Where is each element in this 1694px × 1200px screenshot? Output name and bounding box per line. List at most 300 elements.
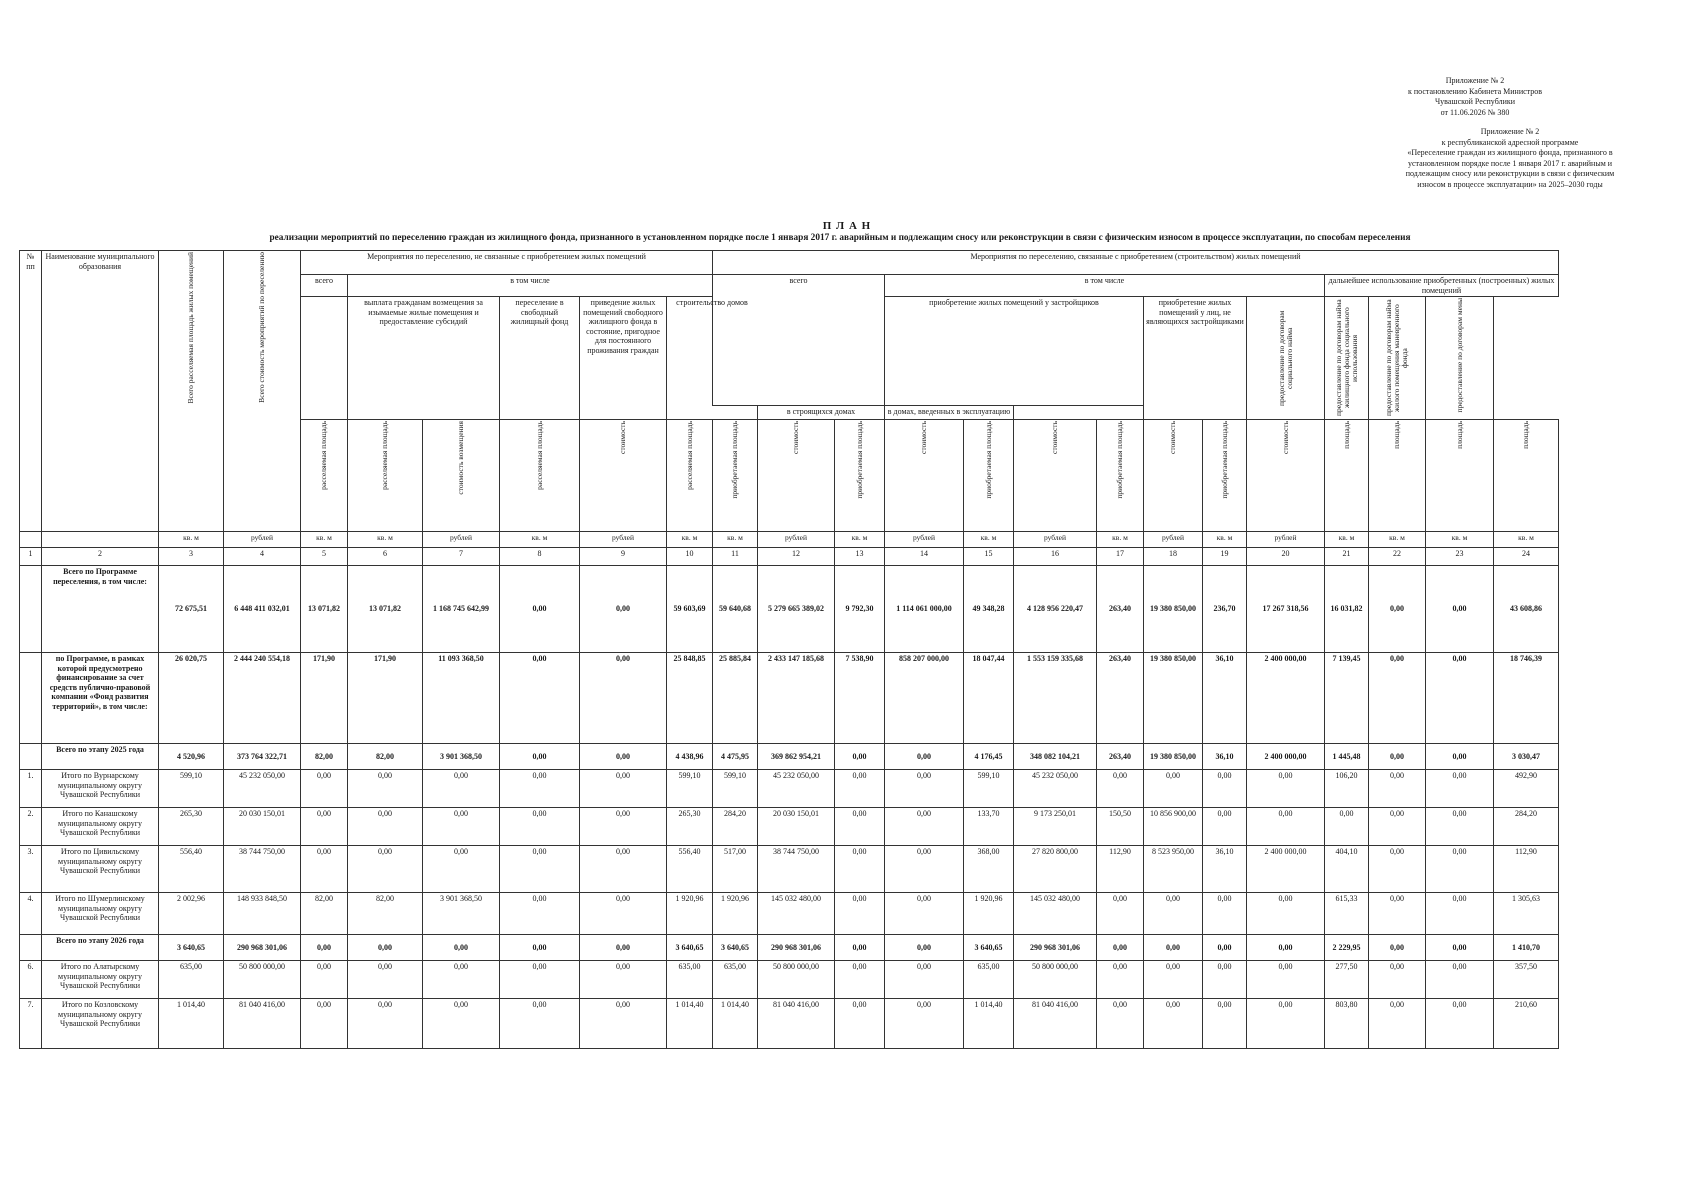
header-exchange: предоставление по договорам мены	[1426, 297, 1494, 420]
column-number: 5	[301, 548, 348, 566]
row-value: 277,50	[1325, 961, 1369, 999]
row-value: 0,00	[1203, 893, 1247, 935]
row-value: 25 848,85	[667, 653, 713, 744]
header-developer-purchase: приобретение жилых помещений у застройщиков	[885, 297, 1144, 406]
row-value: 145 032 480,00	[1014, 893, 1097, 935]
row-value: 7 538,90	[835, 653, 885, 744]
header-group-b: Мероприятия по переселению, связанные с приобретением (строительством) жилых помещений	[713, 251, 1559, 275]
column-number: 6	[348, 548, 423, 566]
row-value: 0,00	[1369, 961, 1426, 999]
header-nondeveloper-purchase: приобретение жилых помещений у лиц, не являющихся застройщиками	[1144, 297, 1247, 420]
row-value: 4 520,96	[159, 744, 224, 770]
column-number: 1	[20, 548, 42, 566]
row-value: 0,00	[1144, 893, 1203, 935]
row-number: 4.	[20, 893, 42, 935]
row-value: 0,00	[423, 999, 500, 1049]
column-number: 23	[1426, 548, 1494, 566]
row-value: 369 862 954,21	[758, 744, 835, 770]
row-value: 0,00	[1426, 893, 1494, 935]
row-value: 50 800 000,00	[224, 961, 301, 999]
appendix-note-resolution	[1385, 76, 1565, 118]
column-number: 20	[1247, 548, 1325, 566]
page-title: П Л А Н	[822, 220, 872, 232]
row-value: 2 433 147 185,68	[758, 653, 835, 744]
row-value: 0,00	[1247, 935, 1325, 961]
header-area-acquired: приобретаемая площадь	[964, 420, 1014, 532]
row-value: 210,60	[1494, 999, 1559, 1049]
row-value: 20 030 150,01	[224, 808, 301, 846]
row-value: 0,00	[1369, 808, 1426, 846]
row-value: 0,00	[1369, 744, 1426, 770]
row-value: 38 744 750,00	[758, 846, 835, 893]
row-value: 1 014,40	[713, 999, 758, 1049]
row-value: 0,00	[348, 808, 423, 846]
row-value: 0,00	[1247, 893, 1325, 935]
row-value: 0,00	[500, 999, 580, 1049]
row-value: 373 764 322,71	[224, 744, 301, 770]
row-value: 2 444 240 554,18	[224, 653, 301, 744]
row-value: 0,00	[835, 893, 885, 935]
row-value: 0,00	[500, 744, 580, 770]
row-value: 492,90	[1494, 770, 1559, 808]
row-value: 1 920,96	[713, 893, 758, 935]
appendix-line: Чувашской Республики	[1434, 97, 1516, 106]
row-value: 18 047,44	[964, 653, 1014, 744]
row-value: 0,00	[580, 770, 667, 808]
row-value: 112,90	[1494, 846, 1559, 893]
row-value: 0,00	[500, 808, 580, 846]
row-value: 265,30	[159, 808, 224, 846]
column-number: 3	[159, 548, 224, 566]
unit-cell: кв. м	[964, 532, 1014, 548]
row-value: 0,00	[500, 846, 580, 893]
row-value: 36,10	[1203, 744, 1247, 770]
row-value: 72 675,51	[159, 566, 224, 653]
row-value: 0,00	[835, 770, 885, 808]
row-value: 3 030,47	[1494, 744, 1559, 770]
row-value: 36,10	[1203, 846, 1247, 893]
row-value: 0,00	[1097, 770, 1144, 808]
row-value: 25 885,84	[713, 653, 758, 744]
column-number: 9	[580, 548, 667, 566]
table-body	[20, 566, 1559, 1049]
row-value: 2 002,96	[159, 893, 224, 935]
row-number: 3.	[20, 846, 42, 893]
row-value: 0,00	[1369, 653, 1426, 744]
table-row	[20, 653, 1559, 744]
table-row	[20, 808, 1559, 846]
appendix-line: Приложение № 2	[1480, 127, 1540, 136]
unit-cell: рублей	[1247, 532, 1325, 548]
row-value: 1 920,96	[667, 893, 713, 935]
header-cost: стоимость	[885, 420, 964, 532]
row-value: 11 093 368,50	[423, 653, 500, 744]
row-value: 0,00	[1426, 653, 1494, 744]
unit-cell: кв. м	[667, 532, 713, 548]
row-value: 599,10	[713, 770, 758, 808]
row-value: 1 553 159 335,68	[1014, 653, 1097, 744]
row-value: 0,00	[500, 653, 580, 744]
row-value: 6 448 411 032,01	[224, 566, 301, 653]
row-value: 0,00	[500, 893, 580, 935]
row-value: 599,10	[964, 770, 1014, 808]
header-group-c: дальнейшее использование приобретенных (построенных) жилых помещений	[1325, 275, 1559, 297]
row-value: 19 380 850,00	[1144, 744, 1203, 770]
header-cost: стоимость	[758, 420, 835, 532]
row-value: 0,00	[835, 744, 885, 770]
row-value: 0,00	[423, 846, 500, 893]
row-value: 0,00	[885, 808, 964, 846]
row-value: 82,00	[301, 893, 348, 935]
unit-cell: кв. м	[835, 532, 885, 548]
row-value: 0,00	[500, 935, 580, 961]
column-number: 16	[1014, 548, 1097, 566]
row-value: 0,00	[1203, 961, 1247, 999]
row-value: 635,00	[713, 961, 758, 999]
row-number: 1.	[20, 770, 42, 808]
unit-cell: рублей	[1014, 532, 1097, 548]
header-cost: стоимость	[1144, 420, 1203, 532]
row-value: 4 438,96	[667, 744, 713, 770]
row-value: 290 968 301,06	[224, 935, 301, 961]
row-value: 7 139,45	[1325, 653, 1369, 744]
row-value: 0,00	[348, 935, 423, 961]
row-value: 0,00	[1369, 935, 1426, 961]
header-free-fund: переселение в свободный жилищный фонд	[500, 297, 580, 420]
appendix-line: установленном порядке после 1 января 2017 г. аварийным и	[1407, 158, 1613, 168]
row-number: 6.	[20, 961, 42, 999]
row-value: 0,00	[1369, 846, 1426, 893]
row-value: 599,10	[667, 770, 713, 808]
unit-cell: кв. м	[1426, 532, 1494, 548]
row-value: 0,00	[885, 770, 964, 808]
row-value: 3 640,65	[964, 935, 1014, 961]
unit-cell: рублей	[580, 532, 667, 548]
header-group-b-incl: в том числе	[885, 275, 1325, 297]
header-cost-compensation: стоимость возмещения	[423, 420, 500, 532]
unit-cell: рублей	[224, 532, 301, 548]
appendix-line: к постановлению Кабинета Министров	[1407, 86, 1543, 96]
column-number: 24	[1494, 548, 1559, 566]
row-value: 0,00	[1426, 935, 1494, 961]
row-value: 0,00	[423, 961, 500, 999]
row-value: 27 820 800,00	[1014, 846, 1097, 893]
header-area: площадь	[1369, 420, 1426, 532]
column-number: 8	[500, 548, 580, 566]
row-value: 236,70	[1203, 566, 1247, 653]
row-value: 82,00	[348, 893, 423, 935]
unit-cell: рублей	[1144, 532, 1203, 548]
row-value: 0,00	[835, 999, 885, 1049]
row-value: 148 933 848,50	[224, 893, 301, 935]
row-value: 0,00	[885, 893, 964, 935]
header-area: площадь	[1426, 420, 1494, 532]
row-value: 0,00	[1369, 999, 1426, 1049]
row-value: 0,00	[835, 961, 885, 999]
row-value: 1 014,40	[964, 999, 1014, 1049]
row-value: 3 901 368,50	[423, 744, 500, 770]
row-value: 45 232 050,00	[1014, 770, 1097, 808]
row-value: 5 279 665 389,02	[758, 566, 835, 653]
row-value: 0,00	[885, 999, 964, 1049]
row-value: 599,10	[159, 770, 224, 808]
row-value: 1 445,48	[1325, 744, 1369, 770]
row-value: 0,00	[1144, 935, 1203, 961]
units-row	[20, 532, 1559, 548]
row-value: 0,00	[500, 566, 580, 653]
column-number: 2	[42, 548, 159, 566]
header-construction: строительство домов	[667, 297, 758, 420]
row-value: 0,00	[885, 846, 964, 893]
row-value: 0,00	[1144, 961, 1203, 999]
row-value: 0,00	[580, 935, 667, 961]
header-area: площадь	[1325, 420, 1369, 532]
row-value: 9 792,30	[835, 566, 885, 653]
header-maneuver: предоставление по договорам найма жилого помещения маневренного фонда	[1369, 297, 1426, 420]
header-group-a-incl: в том числе	[348, 275, 713, 297]
row-value: 0,00	[1426, 770, 1494, 808]
row-value: 0,00	[348, 770, 423, 808]
row-value: 265,30	[667, 808, 713, 846]
unit-cell: рублей	[885, 532, 964, 548]
row-value: 50 800 000,00	[1014, 961, 1097, 999]
column-number: 22	[1369, 548, 1426, 566]
row-value: 1 014,40	[159, 999, 224, 1049]
header-payment: выплата гражданам возмещения за изымаемые жилые помещения и предоставление субсидий	[348, 297, 500, 420]
row-value: 0,00	[1097, 999, 1144, 1049]
row-value: 0,00	[1369, 770, 1426, 808]
row-value: 615,33	[1325, 893, 1369, 935]
header-area-acquired: приобретаемая площадь	[835, 420, 885, 532]
row-value: 0,00	[885, 961, 964, 999]
row-number	[20, 935, 42, 961]
row-value: 8 523 950,00	[1144, 846, 1203, 893]
row-value: 0,00	[1426, 566, 1494, 653]
row-value: 49 348,28	[964, 566, 1014, 653]
column-number: 19	[1203, 548, 1247, 566]
header-cost: стоимость	[1014, 420, 1097, 532]
row-value: 0,00	[423, 808, 500, 846]
row-value: 9 173 250,01	[1014, 808, 1097, 846]
row-value: 556,40	[667, 846, 713, 893]
row-value: 0,00	[580, 893, 667, 935]
row-name: Всего по Программе переселения, в том числе:	[42, 566, 159, 653]
table-row	[20, 846, 1559, 893]
row-value: 38 744 750,00	[224, 846, 301, 893]
appendix-line: Приложение № 2	[1445, 76, 1505, 85]
row-value: 0,00	[1369, 566, 1426, 653]
unit-cell: рублей	[758, 532, 835, 548]
row-value: 263,40	[1097, 653, 1144, 744]
row-value: 18 746,39	[1494, 653, 1559, 744]
row-value: 1 114 061 000,00	[885, 566, 964, 653]
row-value: 82,00	[348, 744, 423, 770]
table-row	[20, 770, 1559, 808]
header-bring: приведение жилых помещений свободного жилищного фонда в состояние, пригодное для постоянного проживания граждан	[580, 297, 667, 420]
row-value: 3 901 368,50	[423, 893, 500, 935]
row-value: 0,00	[885, 935, 964, 961]
column-number: 13	[835, 548, 885, 566]
header-social: предоставление по договорам социального найма	[1247, 297, 1325, 420]
row-value: 635,00	[159, 961, 224, 999]
row-value: 0,00	[1144, 770, 1203, 808]
row-value: 0,00	[1247, 999, 1325, 1049]
row-name: по Программе, в рамках которой предусмотрено финансирование за счет средств публично-правовой компании «Фонд развития территорий», в том числе:	[42, 653, 159, 744]
table-row	[20, 961, 1559, 999]
header-no: № пп	[20, 251, 42, 532]
appendix-line: подлежащим сносу или реконструкции в связи с физическим	[1405, 169, 1615, 178]
table-row	[20, 893, 1559, 935]
header-total-area: Всего расселяемая площадь жилых помещений	[159, 251, 224, 532]
row-value: 0,00	[1097, 893, 1144, 935]
row-value: 263,40	[1097, 744, 1144, 770]
header-area-resettled: расселяемая площадь	[301, 420, 348, 532]
unit-cell: кв. м	[1494, 532, 1559, 548]
table-row	[20, 999, 1559, 1049]
header-area-resettled: расселяемая площадь	[500, 420, 580, 532]
column-numbers-row	[20, 548, 1559, 566]
row-value: 517,00	[713, 846, 758, 893]
row-value: 4 475,95	[713, 744, 758, 770]
header-group-a-total: всего	[301, 275, 348, 297]
row-value: 290 968 301,06	[1014, 935, 1097, 961]
header-cost: стоимость	[580, 420, 667, 532]
row-value: 0,00	[835, 808, 885, 846]
row-value: 404,10	[1325, 846, 1369, 893]
row-value: 150,50	[1097, 808, 1144, 846]
row-name: Итого по Шумерлинскому муниципальному округу Чувашской Республики	[42, 893, 159, 935]
header-building: в строящихся домах	[758, 406, 885, 420]
column-number: 21	[1325, 548, 1369, 566]
row-value: 2 400 000,00	[1247, 744, 1325, 770]
row-value: 348 082 104,21	[1014, 744, 1097, 770]
resettlement-plan-table	[19, 250, 1559, 1049]
row-value: 45 232 050,00	[224, 770, 301, 808]
unit-cell: кв. м	[1203, 532, 1247, 548]
row-value: 0,00	[500, 961, 580, 999]
row-value: 284,20	[1494, 808, 1559, 846]
row-value: 368,00	[964, 846, 1014, 893]
row-value: 0,00	[1097, 935, 1144, 961]
row-number	[20, 566, 42, 653]
header-social-use: предоставление по договорам найма жилищного фонда социального использования	[1325, 297, 1369, 420]
row-value: 2 400 000,00	[1247, 653, 1325, 744]
unit-cell: кв. м	[1369, 532, 1426, 548]
row-value: 0,00	[1325, 808, 1369, 846]
row-value: 0,00	[301, 935, 348, 961]
row-value: 0,00	[1426, 846, 1494, 893]
unit-cell: кв. м	[301, 532, 348, 548]
appendix-line: износом в процессе эксплуатации» на 2025–2030 годы	[1417, 179, 1603, 189]
row-value: 0,00	[1247, 961, 1325, 999]
column-number: 17	[1097, 548, 1144, 566]
row-value: 0,00	[500, 770, 580, 808]
row-value: 4 176,45	[964, 744, 1014, 770]
row-value: 0,00	[1203, 808, 1247, 846]
row-value: 0,00	[1247, 808, 1325, 846]
row-value: 0,00	[885, 744, 964, 770]
header-name: Наименование муниципального образования	[42, 251, 159, 532]
row-value: 290 968 301,06	[758, 935, 835, 961]
row-value: 0,00	[580, 999, 667, 1049]
header-group-a: Мероприятия по переселению, не связанные с приобретением жилых помещений	[301, 251, 713, 275]
header-area: площадь	[1494, 420, 1559, 532]
table-row	[20, 935, 1559, 961]
row-value: 0,00	[835, 935, 885, 961]
unit-cell: кв. м	[159, 532, 224, 548]
row-value: 0,00	[1426, 744, 1494, 770]
appendix-line: от 11.06.2026 № 380	[1440, 107, 1510, 117]
row-name: Итого по Цивильскому муниципальному округу Чувашской Республики	[42, 846, 159, 893]
column-number: 15	[964, 548, 1014, 566]
row-value: 0,00	[1426, 808, 1494, 846]
row-number	[20, 744, 42, 770]
header-area-acquired: приобретаемая площадь	[1097, 420, 1144, 532]
column-number: 12	[758, 548, 835, 566]
row-name: Итого по Вурнарскому муниципальному округу Чувашской Республики	[42, 770, 159, 808]
unit-cell: кв. м	[500, 532, 580, 548]
row-value: 2 229,95	[1325, 935, 1369, 961]
row-value: 1 410,70	[1494, 935, 1559, 961]
row-number: 7.	[20, 999, 42, 1049]
row-name: Всего по этапу 2026 года	[42, 935, 159, 961]
row-value: 112,90	[1097, 846, 1144, 893]
row-value: 0,00	[348, 961, 423, 999]
row-value: 13 071,82	[301, 566, 348, 653]
row-value: 19 380 850,00	[1144, 566, 1203, 653]
column-number: 11	[713, 548, 758, 566]
appendix-note-program	[1385, 127, 1635, 190]
row-value: 0,00	[1426, 961, 1494, 999]
column-number: 14	[885, 548, 964, 566]
row-value: 0,00	[301, 999, 348, 1049]
header-group-b-total: всего	[713, 275, 885, 406]
row-value: 0,00	[423, 770, 500, 808]
row-value: 59 603,69	[667, 566, 713, 653]
column-number: 10	[667, 548, 713, 566]
row-name: Итого по Алатырскому муниципальному округу Чувашской Республики	[42, 961, 159, 999]
unit-cell: кв. м	[348, 532, 423, 548]
row-value: 0,00	[580, 744, 667, 770]
row-number	[20, 653, 42, 744]
unit-cell: рублей	[423, 532, 500, 548]
row-value: 0,00	[1247, 770, 1325, 808]
row-value: 26 020,75	[159, 653, 224, 744]
row-value: 82,00	[301, 744, 348, 770]
column-number: 4	[224, 548, 301, 566]
row-name: Итого по Козловскому муниципальному округу Чувашской Республики	[42, 999, 159, 1049]
row-value: 2 400 000,00	[1247, 846, 1325, 893]
row-value: 0,00	[1426, 999, 1494, 1049]
appendix-line: «Переселение граждан из жилищного фонда, признанного в	[1407, 148, 1613, 157]
row-value: 0,00	[301, 770, 348, 808]
row-value: 0,00	[423, 935, 500, 961]
header-total-cost: Всего стоимость мероприятий по переселению	[224, 251, 301, 532]
row-value: 803,80	[1325, 999, 1369, 1049]
row-value: 20 030 150,01	[758, 808, 835, 846]
row-value: 263,40	[1097, 566, 1144, 653]
row-value: 357,50	[1494, 961, 1559, 999]
row-value: 635,00	[964, 961, 1014, 999]
header-area-acquired: приобретаемая площадь	[713, 420, 758, 532]
header-cost: стоимость	[1247, 420, 1325, 532]
row-value: 1 014,40	[667, 999, 713, 1049]
row-value: 0,00	[580, 653, 667, 744]
row-value: 171,90	[348, 653, 423, 744]
row-value: 0,00	[580, 808, 667, 846]
row-value: 16 031,82	[1325, 566, 1369, 653]
page-subtitle: реализации мероприятий по переселению граждан из жилищного фонда, признанного в установленном порядке после 1 января 2017 г. аварийным и подлежащим сносу или реконструкции в связи с физическим износом в процессе эксплуатации, по способам переселения	[269, 233, 1411, 243]
